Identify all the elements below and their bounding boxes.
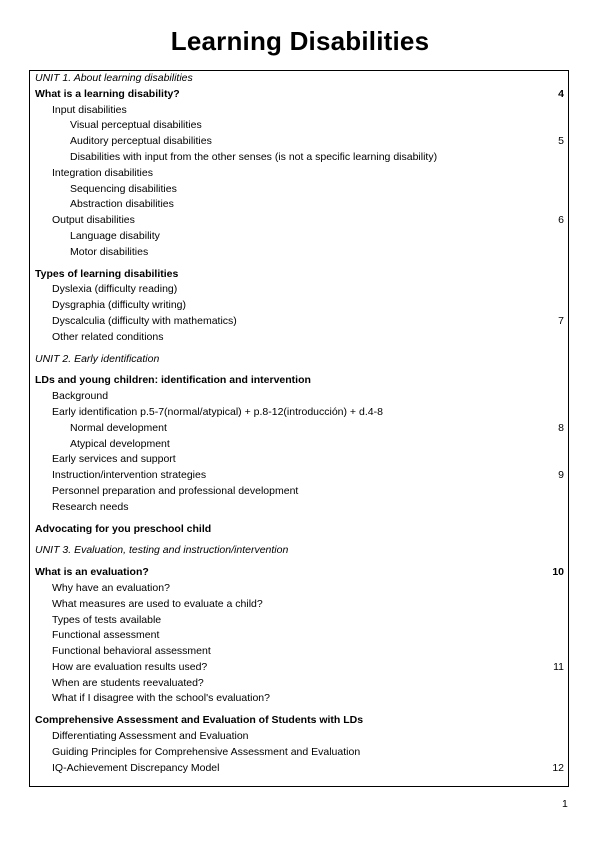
toc-entry: [30, 644, 568, 660]
toc-entry: [30, 745, 568, 761]
toc-entry-text: Dysgraphia (difficulty writing): [52, 299, 187, 312]
toc-entry: [30, 452, 568, 468]
toc-unit-heading: [30, 543, 568, 559]
toc-section-heading: [30, 522, 568, 538]
toc-entry: [30, 197, 568, 213]
toc-entry-text: What measures are used to evaluate a child?: [52, 597, 263, 610]
toc-entry-text: Functional behavioral assessment: [52, 645, 211, 658]
toc-entry-text: Functional assessment: [52, 629, 160, 642]
toc-entry-text: Motor disabilities: [70, 245, 149, 258]
toc-entry: [30, 500, 568, 516]
toc-entry: [30, 166, 568, 182]
toc-entry: [30, 134, 568, 150]
toc-entry-text: What if I disagree with the school's evaluation?: [52, 692, 270, 705]
toc-entry-text: What is an evaluation?: [35, 566, 149, 579]
toc-entry-text: Types of learning disabilities: [35, 267, 179, 280]
toc-entry: [30, 613, 568, 629]
toc-entry: [30, 597, 568, 613]
toc-section-heading: [30, 713, 568, 729]
toc-section-heading: [30, 373, 568, 389]
toc-entry-text: Input disabilities: [52, 103, 127, 116]
toc-entry: [30, 213, 568, 229]
toc-entry-text: Language disability: [70, 229, 160, 242]
toc-entry: [30, 330, 568, 346]
toc-entry-text: What is a learning disability?: [35, 87, 180, 100]
toc-page-number: 9: [558, 469, 564, 482]
toc-unit-heading: [30, 71, 568, 87]
toc-entry-text: Early services and support: [52, 453, 176, 466]
toc-page-number: 4: [558, 87, 564, 100]
toc-entry-text: Advocating for you preschool child: [35, 522, 212, 535]
toc-entry-text: Background: [52, 390, 109, 403]
toc-entry: [30, 676, 568, 692]
toc-entry-text: Instruction/intervention strategies: [52, 469, 207, 482]
toc-entry: [30, 182, 568, 198]
toc-entry-text: UNIT 3. Evaluation, testing and instruction/intervention: [35, 544, 289, 557]
toc-entry: [30, 103, 568, 119]
toc-entry-text: LDs and young children: identification and intervention: [35, 374, 311, 387]
toc-entry: [30, 229, 568, 245]
toc-entry: [30, 660, 568, 676]
toc-section-heading: [30, 267, 568, 283]
toc-entry: [30, 150, 568, 166]
toc-entry-text: Visual perceptual disabilities: [70, 119, 202, 132]
toc-section-heading: [30, 87, 568, 103]
toc-entry: [30, 245, 568, 261]
toc-entry-text: Guiding Principles for Comprehensive Assessment and Evaluation: [52, 745, 361, 758]
toc-page-number: 7: [558, 314, 564, 327]
toc-entry: [30, 691, 568, 707]
toc-entry-text: Types of tests available: [52, 613, 162, 626]
toc-entry: [30, 468, 568, 484]
toc-page-number: 12: [552, 761, 564, 774]
toc-entry: [30, 389, 568, 405]
toc-section-heading: [30, 565, 568, 581]
toc-page-number: 5: [558, 135, 564, 148]
toc-page-number: 11: [553, 660, 564, 673]
document-title: Learning Disabilities: [170, 26, 430, 56]
toc-entry-text: IQ-Achievement Discrepancy Model: [52, 761, 220, 774]
toc-entry: [30, 729, 568, 745]
toc-unit-heading: [30, 352, 568, 368]
toc-entry-text: Dyscalculia (difficulty with mathematics): [52, 314, 237, 327]
toc-page-number: 6: [558, 214, 564, 227]
toc-entry: [30, 437, 568, 453]
toc-entry-text: Abstraction disabilities: [70, 198, 174, 211]
toc-entry: [30, 484, 568, 500]
toc-entry: [30, 421, 568, 437]
toc-entry-text: Other related conditions: [52, 330, 164, 343]
toc-entry-text: How are evaluation results used?: [52, 660, 208, 673]
toc-entry-text: Sequencing disabilities: [70, 182, 177, 195]
toc-entry-text: UNIT 2. Early identification: [35, 352, 160, 365]
toc-entry-text: Why have an evaluation?: [52, 581, 170, 594]
toc-entry-text: When are students reevaluated?: [52, 676, 204, 689]
toc-entry: [30, 581, 568, 597]
toc-entry-text: Normal development: [70, 421, 167, 434]
toc-entry-text: UNIT 1. About learning disabilities: [35, 72, 193, 84]
toc-entry: [30, 761, 568, 777]
toc-entry-text: Atypical development: [70, 437, 170, 450]
toc-entry-text: Research needs: [52, 500, 129, 513]
toc-entry-text: Auditory perceptual disabilities: [70, 135, 212, 148]
toc-entry-text: Dyslexia (difficulty reading): [52, 283, 178, 296]
toc-entry-text: Integration disabilities: [52, 166, 153, 179]
table-of-contents: [30, 71, 568, 776]
toc-entry-text: Early identification p.5-7(normal/atypical) + p.8-12(introducción) + d.4-8: [52, 405, 383, 418]
toc-entry: [30, 282, 568, 298]
toc-entry-text: Comprehensive Assessment and Evaluation of Students with LDs: [35, 714, 364, 727]
toc-entry: [30, 628, 568, 644]
toc-entry: [30, 298, 568, 314]
toc-entry: [30, 118, 568, 134]
toc-entry: [30, 314, 568, 330]
toc-entry-text: Disabilities with input from the other senses (is not a specific learning disability): [70, 150, 438, 163]
table-of-contents-box: [29, 70, 569, 787]
page-number: 1: [562, 798, 568, 810]
toc-entry: [30, 405, 568, 421]
toc-page-number: 8: [558, 421, 564, 434]
toc-entry-text: Output disabilities: [52, 214, 135, 227]
toc-entry-text: Differentiating Assessment and Evaluation: [52, 730, 249, 743]
toc-page-number: 10: [552, 566, 564, 579]
toc-entry-text: Personnel preparation and professional development: [52, 484, 299, 497]
